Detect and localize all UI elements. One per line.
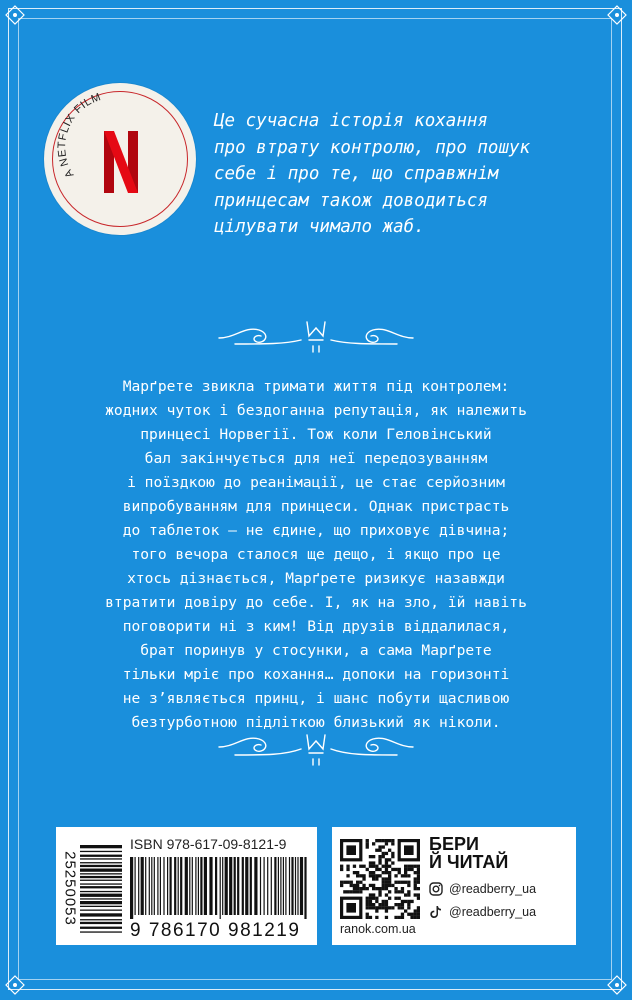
badge-text: A NETFLIX FILM <box>56 90 104 180</box>
corner-ornament-icon <box>4 974 26 996</box>
tagline-line: цілувати чимало жаб. <box>214 217 425 237</box>
svg-text:A NETFLIX FILM <box>56 91 103 180</box>
slogan-line-1: БЕРИ <box>429 834 479 854</box>
publisher-promo-panel <box>332 827 576 945</box>
qr-code-icon[interactable] <box>340 839 420 919</box>
description-line: не з’являється принц, і шанс побути щасливою <box>122 690 510 707</box>
tiktok-link[interactable] <box>429 905 536 919</box>
netflix-film-badge <box>44 83 196 235</box>
tagline-line: про втрату контролю, про пошук <box>214 137 531 158</box>
barcode-number: 9 786170 981219 <box>130 920 301 941</box>
crown-divider-icon <box>215 725 417 769</box>
netflix-n-logo-icon <box>104 131 138 193</box>
description-line: жодних чуток і бездоганна репутація, як належить <box>105 402 527 419</box>
description-line: випробуванням для принцеси. Однак пристрасть <box>122 498 510 515</box>
description-line: тільки мріє про кохання… допоки на горизонті <box>122 666 510 683</box>
book-description <box>40 375 592 735</box>
description-line: Марґрете звикла тримати життя під контролем: <box>122 378 510 395</box>
barcode-addon-number <box>61 842 79 932</box>
publisher-website[interactable]: ranok.com.ua <box>340 922 416 936</box>
barcode-panel <box>56 827 317 945</box>
description-line: хтось дізнається, Марґрете ризикує назавжди <box>127 570 505 587</box>
description-line: безтурботною підліткою близький як ніколи. <box>131 714 501 731</box>
tagline-line: принцесам також доводиться <box>214 190 488 211</box>
description-line: принцесі Норвегії. Тож коли Геловінський <box>140 426 492 443</box>
description-line: бал закінчується для неї передозуванням <box>144 450 488 467</box>
tagline-line: себе і про те, що справжнім <box>214 164 499 184</box>
tiktok-icon <box>429 905 443 919</box>
crown-divider-icon <box>215 312 417 356</box>
description-line: брат поринув у стосунки, а сама Марґрете <box>140 642 492 659</box>
badge-graphic <box>44 83 196 235</box>
instagram-handle: @readberry_ua <box>449 882 537 896</box>
slogan <box>429 835 508 871</box>
corner-ornament-icon <box>606 974 628 996</box>
instagram-link[interactable] <box>429 882 536 896</box>
tiktok-handle: @readberry_ua <box>449 905 537 919</box>
description-line: втратити довіру до себе. І, як на зло, їй навіть <box>105 594 527 611</box>
description-line: того вечора сталося ще дещо, і якщо про це <box>131 546 501 563</box>
tagline <box>214 108 614 241</box>
tagline-line: Це сучасна історія кохання <box>214 111 488 131</box>
corner-ornament-icon <box>4 4 26 26</box>
addon-barcode-icon <box>80 845 124 935</box>
corner-ornament-icon <box>606 4 628 26</box>
slogan-line-2: Й ЧИТАЙ <box>429 852 509 872</box>
instagram-icon <box>429 882 443 896</box>
description-line: до таблеток — не єдине, що приховує дівчина; <box>122 522 510 539</box>
ean-barcode-icon <box>128 857 310 919</box>
description-line: поговорити ні з ким! Від друзів віддалилася, <box>122 618 510 635</box>
isbn-text: ISBN 978-617-09-8121-9 <box>130 836 287 852</box>
addon-digits: 25250053 <box>61 851 79 926</box>
description-line: і поїздкою до реанімації, це стає серйозним <box>127 474 505 491</box>
